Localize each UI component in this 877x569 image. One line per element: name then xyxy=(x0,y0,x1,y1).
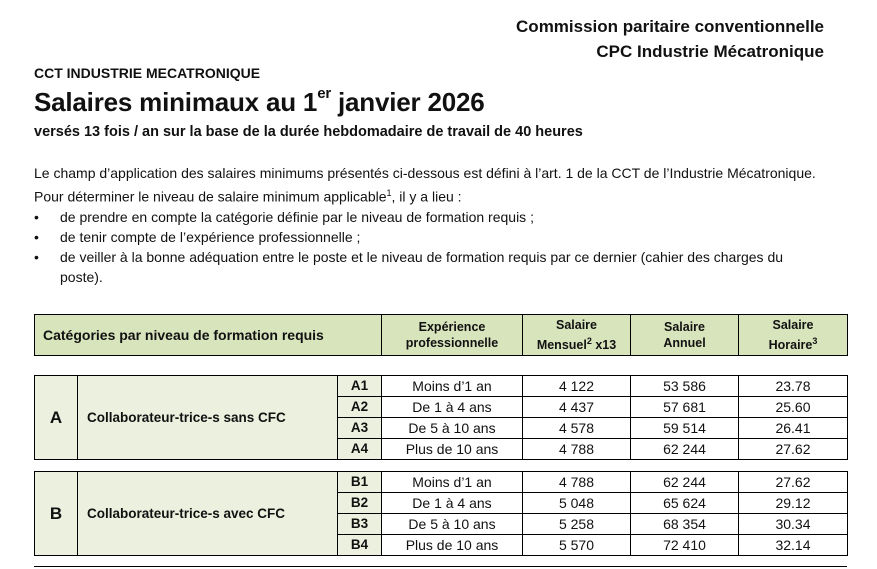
annual-cell: 53 586 xyxy=(631,376,739,397)
level-code: B3 xyxy=(338,514,382,535)
header-hourly-word: Horaire xyxy=(768,338,813,353)
header-annual-line2: Annuel xyxy=(663,336,706,350)
level-code: A2 xyxy=(338,397,382,418)
page-subtitle: versés 13 fois / an sur la base de la durée hebdomadaire de travail de 40 heures xyxy=(34,124,583,140)
experience-cell: De 5 à 10 ans xyxy=(382,418,523,439)
monthly-cell: 4 788 xyxy=(523,472,631,493)
level-code: B4 xyxy=(338,535,382,556)
header-hourly-line1: Salaire xyxy=(772,317,814,332)
monthly-cell: 5 048 xyxy=(523,493,631,514)
intro-bullet-list xyxy=(34,207,824,287)
org-line-1: Commission paritaire conventionnelle xyxy=(516,17,824,36)
title-ordinal: er xyxy=(317,85,331,103)
intro-bullet: • de prendre en compte la catégorie définie par le niveau de formation requis ; xyxy=(34,207,824,227)
intro-bullet: • de tenir compte de l’expérience professionnelle ; xyxy=(34,227,824,247)
header-category: Catégories par niveau de formation requis xyxy=(35,315,382,356)
intro-text xyxy=(34,163,824,287)
header-hourly-line2 xyxy=(739,333,847,353)
org-line-2: CPC Industrie Mécatronique xyxy=(596,42,824,61)
level-code: B1 xyxy=(338,472,382,493)
intro-bullet: • de veiller à la bonne adéquation entre le poste et le niveau de formation requis par ce dernier (cahier des charges du poste). xyxy=(34,247,824,287)
hourly-cell: 27.62 xyxy=(739,439,848,460)
experience-cell: Moins d’1 an xyxy=(382,376,523,397)
salary-table-header xyxy=(34,314,848,356)
table-row xyxy=(35,376,848,397)
footnote-ref-2: 2 xyxy=(586,335,592,346)
level-code: A4 xyxy=(338,439,382,460)
header-experience-line2: professionnelle xyxy=(405,336,499,350)
level-code: A1 xyxy=(338,376,382,397)
header-annual-line1: Salaire xyxy=(663,320,705,334)
annual-cell: 57 681 xyxy=(631,397,739,418)
title-main: Salaires minimaux au 1 xyxy=(34,87,318,117)
title-end: janvier 2026 xyxy=(330,87,485,117)
document-kicker: CCT INDUSTRIE MECATRONIQUE xyxy=(34,65,261,81)
experience-cell: Plus de 10 ans xyxy=(382,439,523,460)
table-row xyxy=(35,472,848,493)
footnote-ref-3: 3 xyxy=(812,335,818,346)
header-annual xyxy=(631,315,739,356)
annual-cell: 72 410 xyxy=(631,535,739,556)
annual-cell: 68 354 xyxy=(631,514,739,535)
hourly-cell: 32.14 xyxy=(739,535,848,556)
monthly-cell: 4 122 xyxy=(523,376,631,397)
page-title xyxy=(34,87,484,118)
category-label: Collaborateur-trice-s avec CFC xyxy=(78,472,338,556)
annual-cell: 62 244 xyxy=(631,472,739,493)
monthly-cell: 5 258 xyxy=(523,514,631,535)
table-bottom-rule xyxy=(34,566,847,567)
intro-paragraph-a: Le champ d’application des salaires minimums présentés ci-dessous est défini à l’art. 1 de la CCT de l’Industrie Mécatronique. Pour déterminer le niveau de salaire minimum applicable xyxy=(34,165,816,205)
organization-name xyxy=(516,14,824,64)
hourly-cell: 23.78 xyxy=(739,376,848,397)
header-monthly-line2 xyxy=(523,333,630,353)
annual-cell: 65 624 xyxy=(631,493,739,514)
monthly-cell: 5 570 xyxy=(523,535,631,556)
category-group-b xyxy=(34,471,848,556)
header-experience xyxy=(382,315,523,356)
experience-cell: De 5 à 10 ans xyxy=(382,514,523,535)
monthly-cell: 4 437 xyxy=(523,397,631,418)
header-experience-line1: Expérience xyxy=(418,320,486,334)
footnote-ref-1: 1 xyxy=(386,188,392,198)
header-monthly-line1: Salaire xyxy=(555,317,597,332)
monthly-cell: 4 578 xyxy=(523,418,631,439)
level-code: A3 xyxy=(338,418,382,439)
header-monthly-word: Mensuel xyxy=(536,338,587,353)
category-label: Collaborateur-trice-s sans CFC xyxy=(78,376,338,460)
experience-cell: Moins d’1 an xyxy=(382,472,523,493)
experience-cell: Plus de 10 ans xyxy=(382,535,523,556)
annual-cell: 59 514 xyxy=(631,418,739,439)
header-monthly xyxy=(523,315,631,356)
experience-cell: De 1 à 4 ans xyxy=(382,493,523,514)
hourly-cell: 30.34 xyxy=(739,514,848,535)
annual-cell: 62 244 xyxy=(631,439,739,460)
experience-cell: De 1 à 4 ans xyxy=(382,397,523,418)
level-code: B2 xyxy=(338,493,382,514)
header-monthly-multiplier: x13 xyxy=(591,338,617,353)
hourly-cell: 27.62 xyxy=(739,472,848,493)
category-letter: B xyxy=(35,472,78,556)
intro-paragraph-b: , il y a lieu : xyxy=(391,188,462,205)
monthly-cell: 4 788 xyxy=(523,439,631,460)
header-hourly xyxy=(739,315,848,356)
intro-paragraph xyxy=(34,163,824,207)
hourly-cell: 25.60 xyxy=(739,397,848,418)
category-group-a xyxy=(34,375,848,460)
category-letter: A xyxy=(35,376,78,460)
hourly-cell: 26.41 xyxy=(739,418,848,439)
hourly-cell: 29.12 xyxy=(739,493,848,514)
